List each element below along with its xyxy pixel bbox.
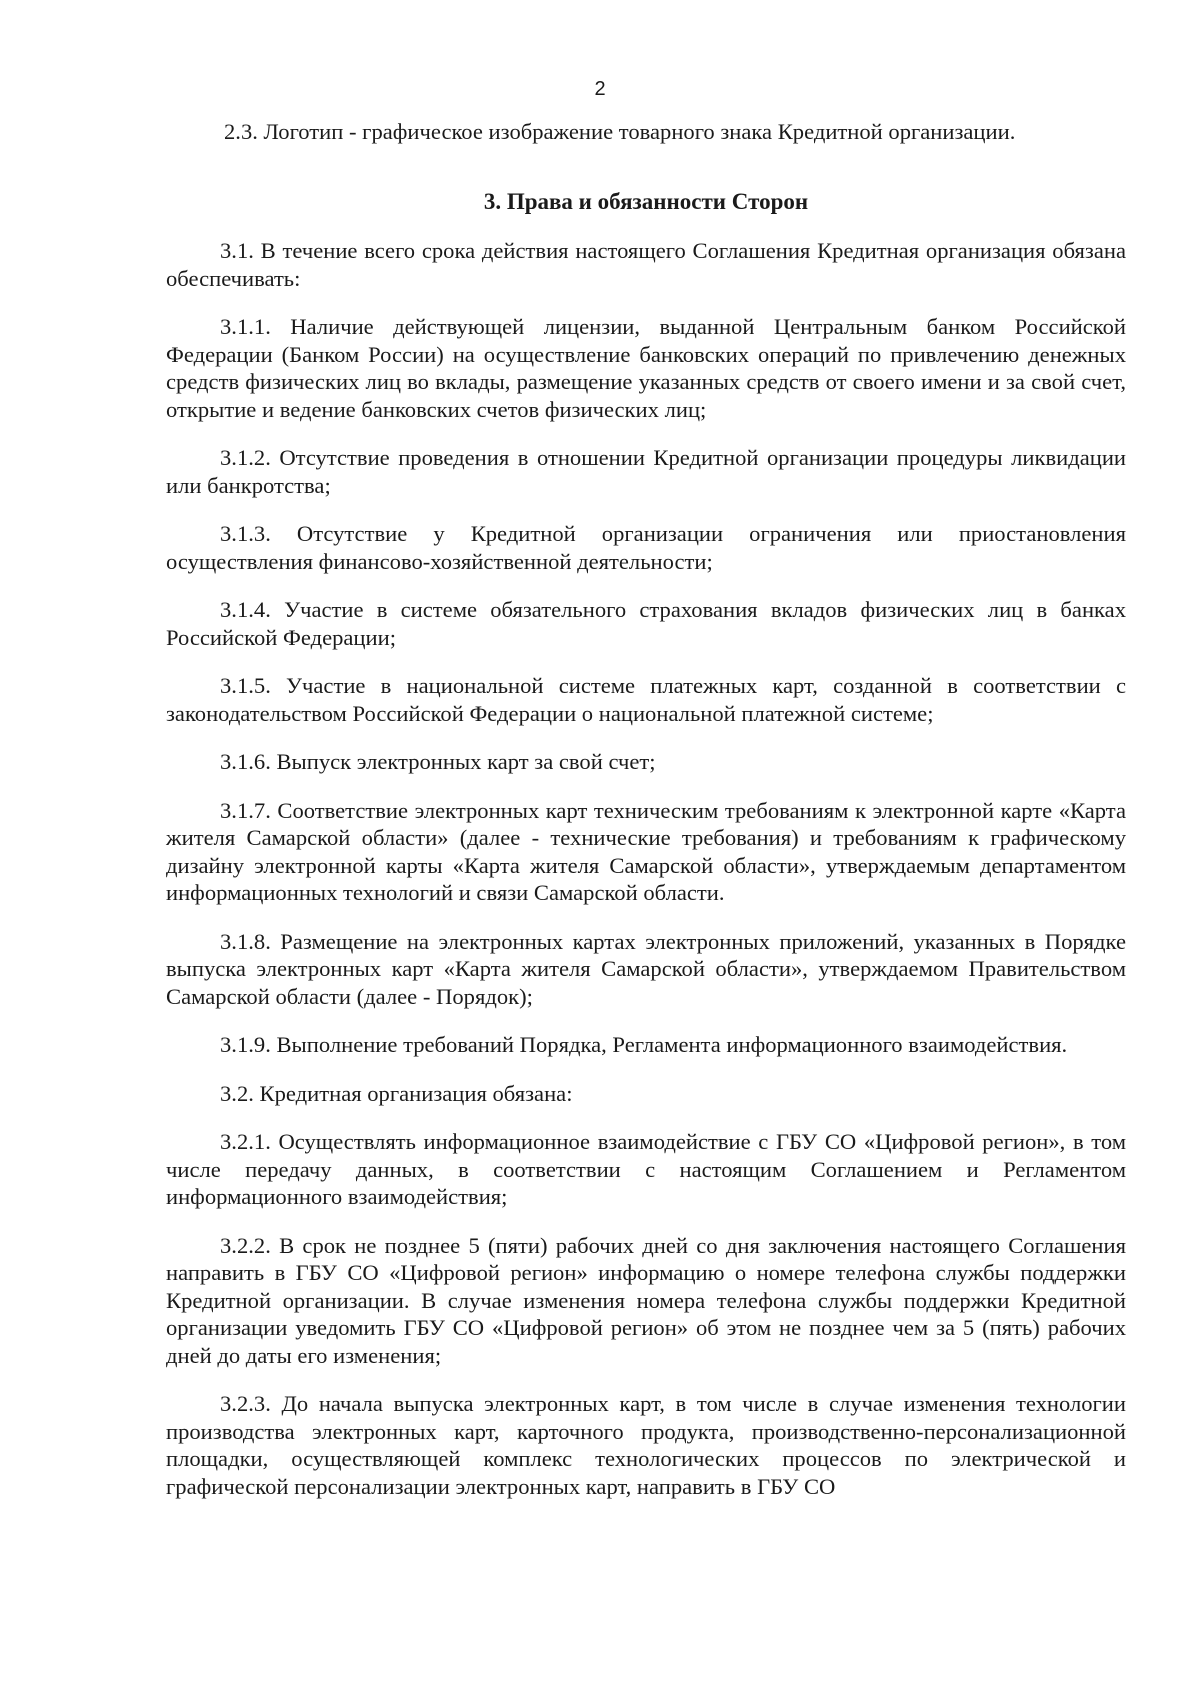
paragraph-3-1-5: 3.1.5. Участие в национальной системе платежных карт, созданной в соответствии с законодательством Российской Федерации о национальной платежной системе; bbox=[166, 673, 1126, 726]
paragraph-3-1-9: 3.1.9. Выполнение требований Порядка, Регламента информационного взаимодействия. bbox=[220, 1032, 1068, 1057]
page-number: 2 bbox=[594, 78, 606, 100]
paragraph-3-2-3: 3.2.3. До начала выпуска электронных карт, в том числе в случае изменения технологии производства электронных карт, карточного продукта, производственно-персонализационной площадки, осуществляющей комплекс технологических процессов по электрической и графической персонализации электронных карт, направить в ГБУ СО bbox=[166, 1391, 1126, 1499]
paragraph-3-1-7: 3.1.7. Соответствие электронных карт техническим требованиям к электронной карте «Карта жителя Самарской области» (далее - технические требования) и требованиям к графическому дизайну электронной карты «Карта жителя Самарской области», утверждаемым департаментом информационных технологий и связи Самарской области. bbox=[166, 797, 1126, 905]
paragraph-3-1-1: 3.1.1. Наличие действующей лицензии, выданной Центральным банком Российской Федерации (Банком России) на осуществление банковских операций по привлечению денежных средств физических лиц во вклады, размещение указанных средств от своего имени и за свой счет, открытие и ведение банковских счетов физических лиц; bbox=[166, 314, 1126, 422]
paragraph-3-1-3: 3.1.3. Отсутствие у Кредитной организации ограничения или приостановления осуществления финансово-хозяйственной деятельности; bbox=[166, 521, 1126, 574]
paragraph-3-1-8: 3.1.8. Размещение на электронных картах электронных приложений, указанных в Порядке выпуска электронных карт «Карта жителя Самарской области», утверждаемом Правительством Самарской области (далее - Порядок); bbox=[166, 928, 1126, 1009]
paragraph-2-3: 2.3. Логотип - графическое изображение товарного знака Кредитной организации. bbox=[224, 119, 1016, 144]
paragraph-3-1-4: 3.1.4. Участие в системе обязательного страхования вкладов физических лиц в банках Российской Федерации; bbox=[166, 597, 1126, 650]
paragraph-3-1-6: 3.1.6. Выпуск электронных карт за свой счет; bbox=[220, 749, 656, 774]
paragraph-3-2: 3.2. Кредитная организация обязана: bbox=[220, 1080, 573, 1106]
paragraph-3-1: 3.1. В течение всего срока действия настоящего Соглашения Кредитная организация обязана обеспечивать: bbox=[166, 238, 1126, 291]
paragraph-3-2-2: 3.2.2. В срок не позднее 5 (пяти) рабочих дней со дня заключения настоящего Соглашения направить в ГБУ СО «Цифровой регион» информацию о номере телефона службы поддержки Кредитной организации. В случае изменения номера телефона службы поддержки Кредитной организации уведомить ГБУ СО «Цифровой регион» об этом не позднее чем за 5 (пять) рабочих дней до даты его изменения; bbox=[166, 1232, 1126, 1368]
section-heading: 3. Права и обязанности Сторон bbox=[483, 188, 809, 214]
paragraph-3-2-1: 3.2.1. Осуществлять информационное взаимодействие с ГБУ СО «Цифровой регион», в том числе передачу данных, в соответствии с настоящим Соглашением и Регламентом информационного взаимодействия; bbox=[166, 1129, 1126, 1209]
paragraph-3-1-2: 3.1.2. Отсутствие проведения в отношении Кредитной организации процедуры ликвидации или банкротства; bbox=[166, 445, 1126, 498]
document-body bbox=[166, 118, 1126, 1521]
